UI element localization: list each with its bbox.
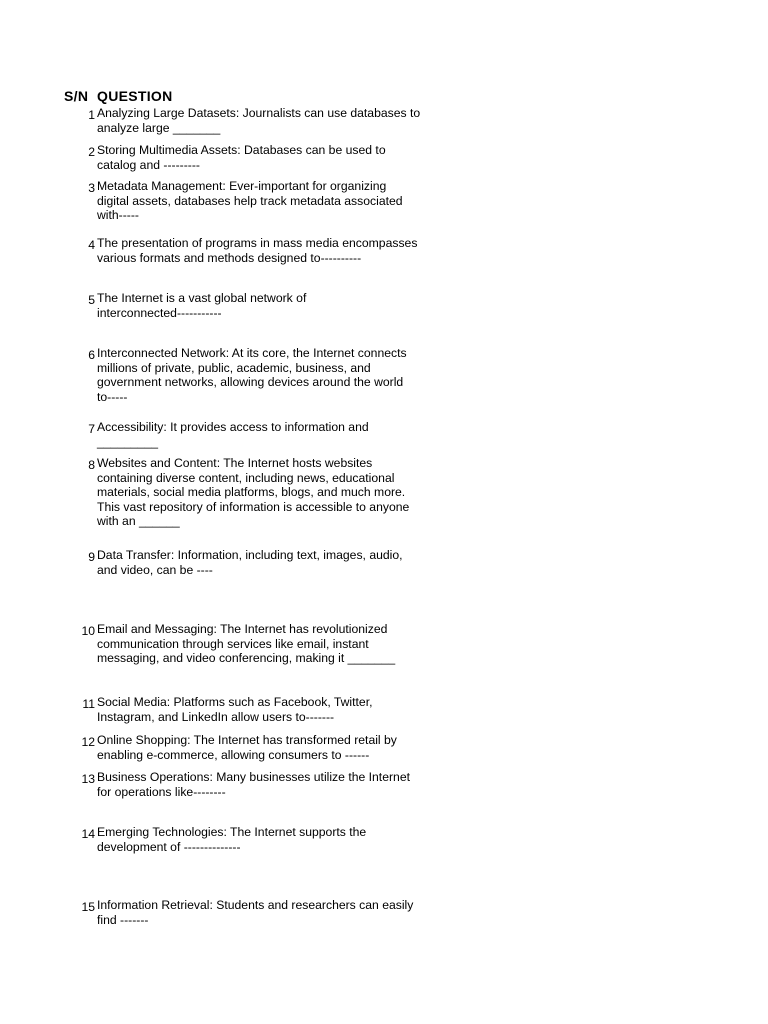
question-text: Business Operations: Many businesses utilize the Internet for operations like-------- [97,770,410,799]
question-text: Information Retrieval: Students and researchers can easily find ------- [97,898,414,927]
row-number: 7 [88,422,95,436]
question-text: Emerging Technologies: The Internet supports the development of -------------- [97,825,367,854]
row-number: 13 [81,772,95,786]
question-text: Analyzing Large Datasets: Journalists can use databases to analyze large _______ [97,106,421,135]
row-number: 5 [88,293,95,307]
row-number: 11 [82,697,95,711]
question-text: The presentation of programs in mass media encompasses various formats and methods designed to---------- [97,236,418,265]
header-question: QUESTION [97,88,173,104]
row-number: 10 [81,624,95,638]
row-number: 12 [81,735,95,749]
row-number: 3 [88,181,95,195]
row-number: 1 [88,108,95,122]
row-number: 6 [88,348,95,362]
question-text: Online Shopping: The Internet has transformed retail by enabling e-commerce, allowing consumers to ------ [97,733,397,762]
question-text: Social Media: Platforms such as Facebook, Twitter, Instagram, and LinkedIn allow users to------- [97,695,373,724]
question-text: Websites and Content: The Internet hosts websites containing diverse content, including news, educational materials, social media platforms, blogs, and much more. This vast repository of information is accessible to anyone with an ______ [97,456,410,528]
question-text: The Internet is a vast global network of interconnected----------- [97,291,307,320]
row-number: 2 [88,145,95,159]
question-text: Accessibility: It provides access to information and _________ [97,420,369,449]
question-text: Storing Multimedia Assets: Databases can be used to catalog and --------- [97,143,386,172]
row-number: 4 [88,238,95,252]
question-text: Metadata Management: Ever-important for organizing digital assets, databases help track metadata associated with----- [97,179,403,222]
row-number: 8 [88,458,95,472]
question-text: Email and Messaging: The Internet has revolutionized communication through services like email, instant messaging, and video conferencing, making it _______ [97,622,396,665]
row-number: 14 [81,827,95,841]
row-number: 15 [81,900,95,914]
question-text: Interconnected Network: At its core, the Internet connects millions of private, public, academic, business, and government networks, allowing devices around the world to----- [97,346,407,404]
question-text: Data Transfer: Information, including text, images, audio, and video, can be ---- [97,548,403,577]
header-sn: S/N [64,88,89,104]
row-number: 9 [88,550,95,564]
